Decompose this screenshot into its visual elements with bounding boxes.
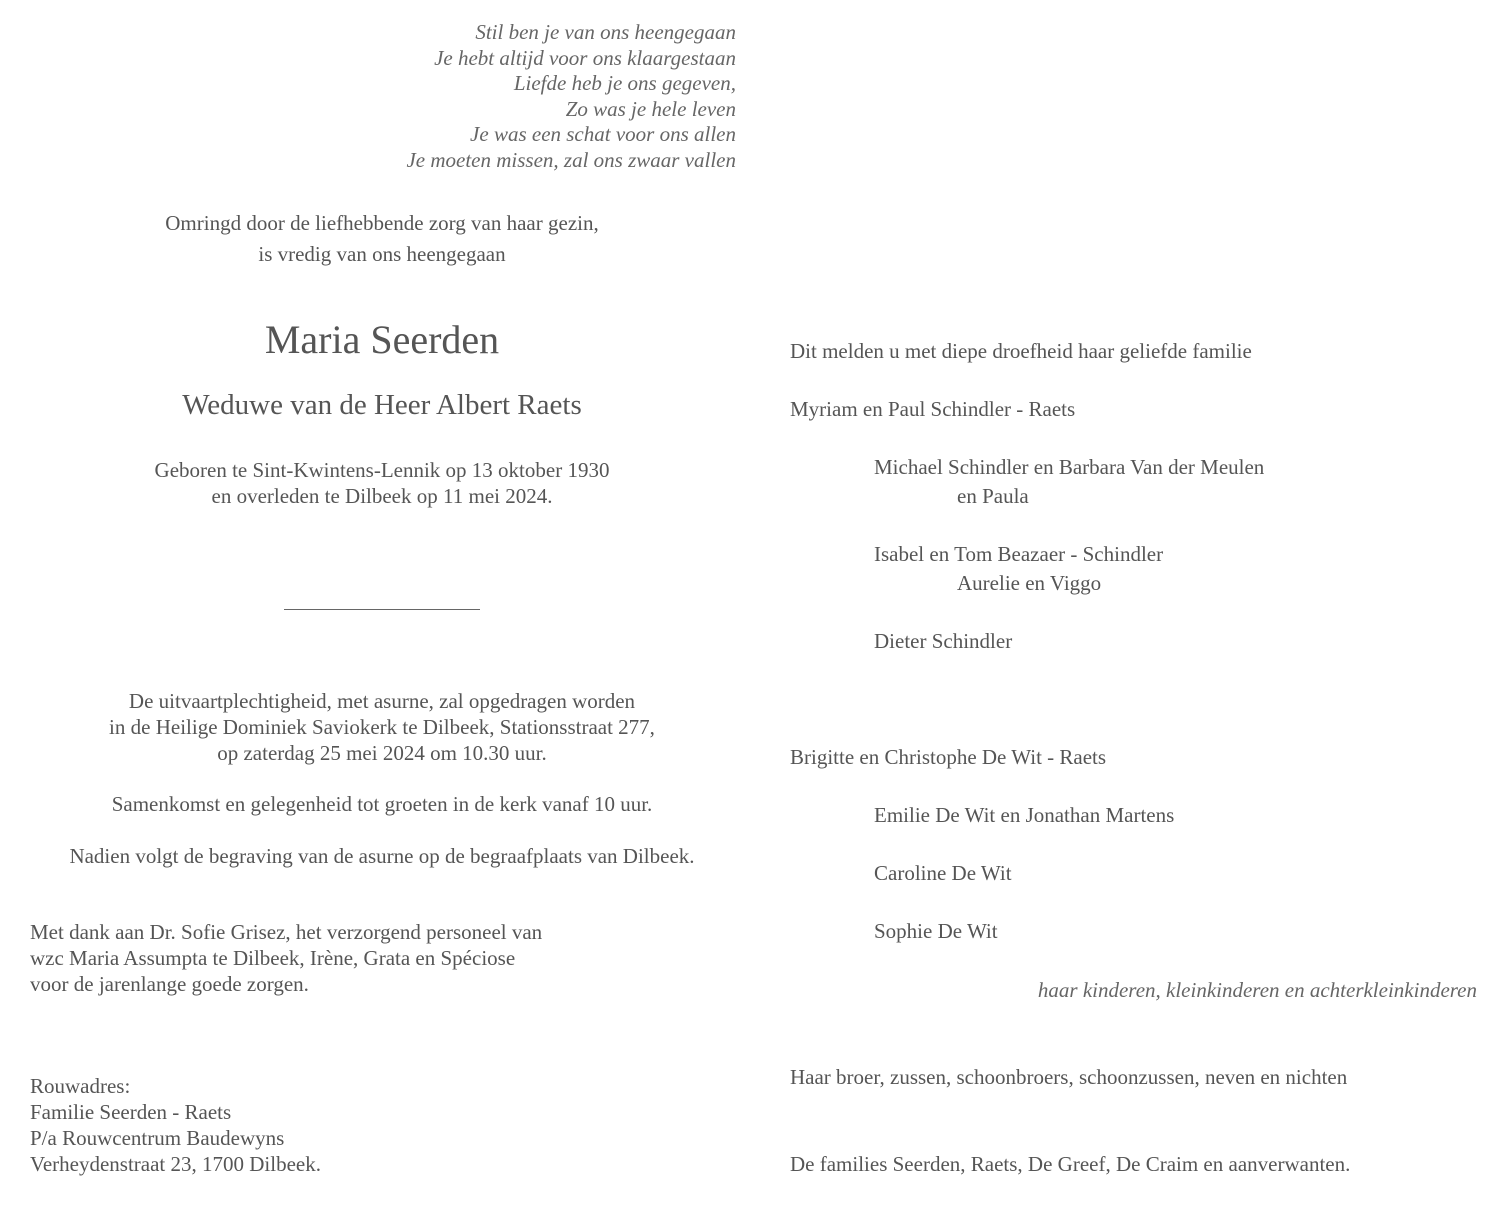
thanks-line-2: wzc Maria Assumpta te Dilbeek, Irène, Grata en Spéciose	[30, 946, 516, 970]
poem	[200, 20, 736, 174]
address-line-2: P/a Rouwcentrum Baudewyns	[30, 1126, 285, 1150]
great-grandchildren-1-2: Aurelie en Viggo	[957, 571, 1102, 595]
poem-line: Je moeten missen, zal ons zwaar vallen	[406, 147, 736, 172]
poem-line: Je was een schat voor ons allen	[470, 122, 736, 147]
intro-text	[20, 208, 744, 270]
divider	[284, 609, 480, 610]
funeral-line-2: in de Heilige Dominiek Saviokerk te Dilbeek, Stationsstraat 277,	[109, 715, 655, 739]
grandchild-1-3: Dieter Schindler	[874, 629, 1013, 653]
grandchild-2-2: Caroline De Wit	[874, 861, 1012, 885]
widow-of: Weduwe van de Heer Albert Raets	[182, 389, 582, 421]
died-line: en overleden te Dilbeek op 11 mei 2024.	[211, 484, 553, 508]
families: De families Seerden, Raets, De Greef, De Craim en aanverwanten.	[790, 1152, 1351, 1176]
siblings: Haar broer, zussen, schoonbroers, schoonzussen, neven en nichten	[790, 1065, 1348, 1089]
intro-line-2: is vredig van ons heengegaan	[258, 242, 506, 266]
grandchild-2-3: Sophie De Wit	[874, 919, 998, 943]
deceased-name: Maria Seerden	[264, 317, 500, 362]
intro-line-1: Omringd door de liefhebbende zorg van haar gezin,	[165, 211, 599, 235]
address-line-3: Verheydenstraat 23, 1700 Dilbeek.	[30, 1152, 321, 1176]
thanks-line-3: voor de jarenlange goede zorgen.	[30, 972, 309, 996]
child-2: Brigitte en Christophe De Wit - Raets	[790, 745, 1107, 769]
grandchild-1-1: Michael Schindler en Barbara Van der Meulen	[874, 455, 1265, 479]
thanks-text	[30, 919, 542, 997]
poem-line: Stil ben je van ons heengegaan	[475, 20, 736, 44]
address-line-1: Familie Seerden - Raets	[30, 1100, 232, 1124]
grandchild-1-2: Isabel en Tom Beazaer - Schindler	[874, 542, 1164, 566]
family-announcement: Dit melden u met diepe droefheid haar geliefde familie	[790, 339, 1252, 363]
grandchild-2-1: Emilie De Wit en Jonathan Martens	[874, 803, 1175, 827]
family-summary: haar kinderen, kleinkinderen en achterkleinkinderen	[1037, 978, 1477, 1002]
poem-line: Liefde heb je ons gegeven,	[513, 71, 736, 96]
gathering-info: Samenkomst en gelegenheid tot groeten in de kerk vanaf 10 uur.	[111, 792, 653, 816]
funeral-line-3: op zaterdag 25 mei 2024 om 10.30 uur.	[217, 741, 547, 765]
funeral-info	[20, 688, 744, 766]
born-line: Geboren te Sint-Kwintens-Lennik op 13 oktober 1930	[154, 458, 610, 482]
mourning-address	[30, 1073, 321, 1177]
poem-line: Zo was je hele leven	[565, 96, 736, 121]
birth-death-info	[20, 457, 744, 509]
great-grandchild-1-1: en Paula	[957, 484, 1029, 508]
address-label: Rouwadres:	[30, 1074, 131, 1098]
funeral-line-1: De uitvaartplechtigheid, met asurne, zal opgedragen worden	[128, 689, 636, 713]
burial-info: Nadien volgt de begraving van de asurne op de begraafplaats van Dilbeek.	[69, 844, 695, 868]
child-1: Myriam en Paul Schindler - Raets	[790, 397, 1076, 421]
thanks-line-1: Met dank aan Dr. Sofie Grisez, het verzorgend personeel van	[30, 920, 543, 944]
poem-line: Je hebt altijd voor ons klaargestaan	[434, 45, 736, 70]
